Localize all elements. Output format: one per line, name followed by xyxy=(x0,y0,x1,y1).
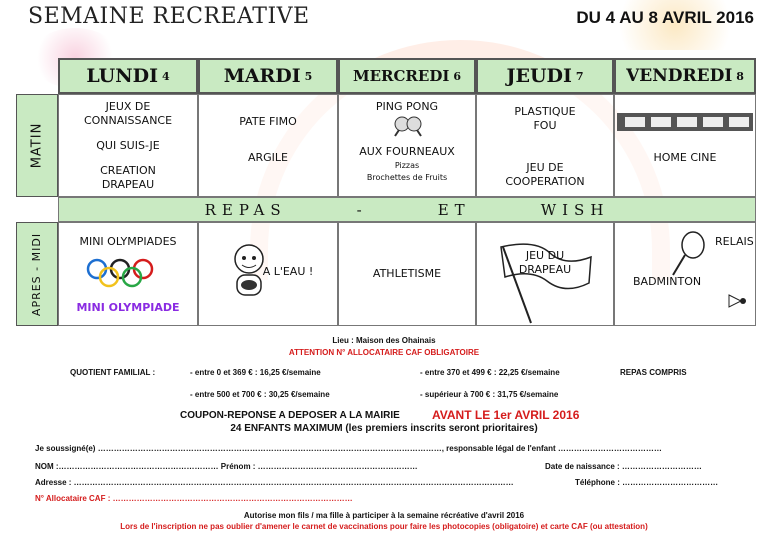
coupon-instruction: COUPON-REPONSE A DEPOSER A LA MAIRIE xyxy=(180,410,400,421)
shuttlecock-icon xyxy=(727,293,747,309)
cell-matin-vendredi xyxy=(614,94,756,197)
cell-matin-jeudi xyxy=(476,94,614,197)
form-address-field[interactable]: Adresse : ………………………………………………………………………………………………………………………………………………… xyxy=(35,478,514,487)
activity-text: QUI SUIS-JE xyxy=(96,139,160,152)
row-label-apres-midi: APRES - MIDI xyxy=(16,222,58,326)
day-header-lundi: LUNDI 4 xyxy=(58,58,198,94)
qf-tier-3: - entre 500 et 700 € : 30,25 €/semaine xyxy=(190,390,330,399)
form-nom-prenom-field[interactable]: NOM :…………………………………………………… Prénom : …………………………………………………… xyxy=(35,462,418,471)
lunch-word: ET xyxy=(437,200,471,219)
caf-warning: ATTENTION N° ALLOCATAIRE CAF OBLIGATOIRE xyxy=(288,348,480,357)
badminton-racket-icon xyxy=(669,231,709,277)
form-caf-field[interactable]: N° Allocataire CAF : ……………………………………………………………………………… xyxy=(35,494,353,503)
max-children: 24 ENFANTS MAXIMUM (les premiers inscrits seront prioritaires) xyxy=(230,423,538,434)
ping-pong-icon xyxy=(393,115,423,137)
form-soussigne-field[interactable]: Je soussigné(e) …………………………………………………………………………………………………………………, responsable légal de l'enfant ………………………………… xyxy=(35,444,662,453)
lunch-word: - xyxy=(356,200,368,219)
cell-apres-midi-vendredi xyxy=(614,222,756,326)
activity-text: PATE FIMO xyxy=(239,115,297,128)
activity-text: JEU DE xyxy=(526,161,564,174)
page-title: SEMAINE RECREATIVE xyxy=(28,4,310,29)
form-birthdate-field[interactable]: Date de naissance : ………………………… xyxy=(545,462,702,471)
activity-text: COOPERATION xyxy=(505,175,585,188)
cell-matin-lundi xyxy=(58,94,198,197)
activity-text: CONNAISSANCE xyxy=(83,114,173,127)
olympic-rings-icon xyxy=(85,259,175,287)
cell-apres-midi-mardi xyxy=(198,222,338,326)
qf-tier-4: - supérieur à 700 € : 31,75 €/semaine xyxy=(420,390,559,399)
lunch-word: REPAS xyxy=(204,200,287,219)
qf-label: QUOTIENT FAMILIAL : xyxy=(70,368,156,377)
activity-text: ARGILE xyxy=(247,151,288,164)
day-header-mardi: MARDI 5 xyxy=(198,58,338,94)
activity-subtext: Pizzas xyxy=(394,161,420,170)
activity-text: CREATION xyxy=(100,164,156,177)
film-strip-icon xyxy=(617,113,753,131)
activity-text: DRAPEAU xyxy=(518,263,572,276)
qf-tier-1: - entre 0 et 369 € : 16,25 €/semaine xyxy=(190,368,321,377)
activity-text: DRAPEAU xyxy=(101,178,155,191)
cell-matin-mardi xyxy=(198,94,338,197)
authorization-text: Autorise mon fils / ma fille à participer à la semaine récréative d'avril 2016 xyxy=(243,511,525,520)
activity-text: JEU DU xyxy=(525,249,565,262)
meal-included: REPAS COMPRIS xyxy=(620,368,687,377)
activity-text: ATHLETISME xyxy=(372,267,442,280)
lunch-word: WISH xyxy=(540,200,610,219)
cell-apres-midi-lundi xyxy=(58,222,198,326)
activity-text: PING PONG xyxy=(375,100,439,113)
activity-text: MINI OLYMPIADES xyxy=(79,235,177,248)
date-range: DU 4 AU 8 AVRIL 2016 xyxy=(576,8,754,27)
cell-matin-mercredi xyxy=(338,94,476,197)
cell-apres-midi-jeudi xyxy=(476,222,614,326)
form-phone-field[interactable]: Téléphone : ……………………………… xyxy=(575,478,719,487)
lunch-band xyxy=(58,197,756,222)
activity-text: BADMINTON xyxy=(633,275,702,288)
activity-text: RELAIS xyxy=(715,235,754,248)
mini-olympiade-logo: MINI OLYMPIADE xyxy=(76,301,180,314)
day-header-jeudi: JEUDI 7 xyxy=(476,58,614,94)
cell-apres-midi-mercredi xyxy=(338,222,476,326)
activity-text: JEUX DE xyxy=(105,100,151,113)
activity-text: AUX FOURNEAUX xyxy=(359,145,455,158)
deadline: AVANT LE 1er AVRIL 2016 xyxy=(432,408,580,422)
day-header-vendredi: VENDREDI 8 xyxy=(614,58,756,94)
row-label-matin: MATIN xyxy=(16,94,58,197)
qf-tier-2: - entre 370 et 499 € : 22,25 €/semaine xyxy=(420,368,560,377)
location-text: Lieu : Maison des Ohainais xyxy=(332,336,436,345)
vaccination-reminder: Lors de l'inscription ne pas oublier d'amener le carnet de vaccinations pour faire les photocopies (obligatoire) et carte CAF (ou attestation) xyxy=(120,522,648,531)
activity-text: PLASTIQUE xyxy=(514,105,576,118)
activity-text: FOU xyxy=(533,119,557,132)
activity-text: HOME CINE xyxy=(653,151,717,164)
day-header-mercredi: MERCREDI 6 xyxy=(338,58,476,94)
schedule-grid xyxy=(16,58,756,326)
activity-subtext: Brochettes de Fruits xyxy=(366,173,448,182)
activity-text: A L'EAU ! xyxy=(262,265,314,278)
